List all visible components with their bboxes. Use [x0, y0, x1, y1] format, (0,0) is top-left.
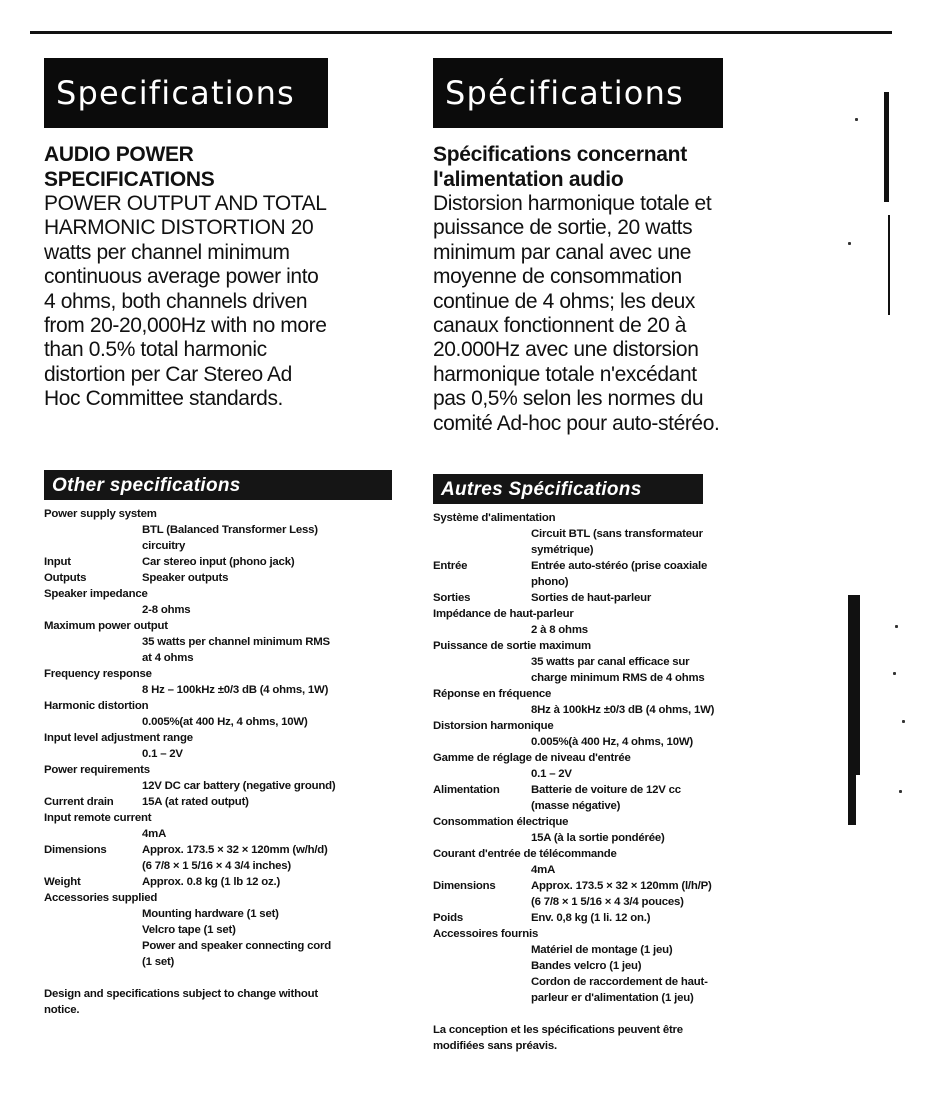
- spec-label: Accessoires fournis: [433, 928, 539, 941]
- spec-label: Courant d'entrée de télécommande: [433, 848, 617, 861]
- spec-label: Input: [44, 555, 71, 568]
- change-notice-fr: La conception et les spécifications peuvent être modifiées sans préavis.: [433, 1024, 683, 1053]
- spec-value: Circuit BTL (sans transformateur symétrique): [531, 528, 703, 557]
- spec-row: [44, 602, 439, 618]
- spec-value: Entrée auto-stéréo (prise coaxiale phono): [531, 560, 708, 589]
- margin-mark: [888, 215, 890, 315]
- change-notice-en: Design and specifications subject to change without notice.: [44, 987, 318, 1016]
- spec-label: Input remote current: [44, 811, 152, 824]
- spec-value: (6 7/8 × 1 5/16 × 4 3/4 pouces): [531, 896, 684, 909]
- spec-row: [433, 894, 828, 910]
- spec-value: BTL (Balanced Transformer Less) circuitry: [142, 523, 318, 552]
- spec-label: Power requirements: [44, 763, 150, 776]
- spec-row: [433, 526, 828, 558]
- spec-label: Outputs: [44, 571, 87, 584]
- margin-dot: [895, 625, 898, 628]
- spec-row: [433, 622, 828, 638]
- spec-value: 0.005%(at 400 Hz, 4 ohms, 10W): [142, 715, 308, 728]
- spec-label: Frequency response: [44, 667, 152, 680]
- spec-row: [44, 682, 439, 698]
- spec-row: [433, 814, 828, 830]
- spec-row: [433, 702, 828, 718]
- spec-label: Consommation électrique: [433, 816, 569, 829]
- spec-value: 35 watts per channel minimum RMS at 4 ohms: [142, 635, 330, 664]
- spec-list-en: [44, 506, 439, 970]
- spec-label: Dimensions: [44, 843, 107, 856]
- margin-mark: [884, 92, 889, 202]
- audio-power-title-fr: Spécifications concernant l'alimentation audio: [433, 143, 687, 191]
- spec-label: Alimentation: [433, 784, 500, 797]
- french-column: [433, 58, 828, 1054]
- other-specifications-banner-en: Other specifications: [44, 470, 392, 500]
- spec-row: [44, 522, 439, 554]
- spec-row: [433, 590, 828, 606]
- spec-value: 0.005%(à 400 Hz, 4 ohms, 10W): [531, 736, 693, 749]
- margin-mark: [848, 775, 856, 825]
- spec-row: [44, 714, 439, 730]
- spec-value: Batterie de voiture de 12V cc (masse négative): [531, 784, 681, 813]
- spec-row: [433, 686, 828, 702]
- spec-row: [44, 810, 439, 826]
- spec-value: 2-8 ohms: [142, 603, 191, 616]
- spec-value: Env. 0,8 kg (1 li. 12 on.): [531, 912, 651, 925]
- spec-row: [44, 506, 439, 522]
- spec-label: Maximum power output: [44, 619, 168, 632]
- spec-value: Approx. 173.5 × 32 × 120mm (w/h/d): [142, 843, 328, 856]
- margin-dot: [893, 672, 896, 675]
- spec-row: [433, 638, 828, 654]
- spec-value: Sorties de haut-parleur: [531, 592, 652, 605]
- spec-row: [433, 766, 828, 782]
- spec-row: [44, 554, 439, 570]
- spec-row: [433, 830, 828, 846]
- spec-row: [433, 606, 828, 622]
- spec-value: Speaker outputs: [142, 571, 229, 584]
- spec-list-fr: [433, 510, 828, 1006]
- spec-row: [433, 750, 828, 766]
- spec-label: Accessories supplied: [44, 891, 158, 904]
- margin-dot: [902, 720, 905, 723]
- spec-row: [433, 718, 828, 734]
- spec-label: Weight: [44, 875, 81, 888]
- spec-row: [44, 746, 439, 762]
- margin-dot: [855, 118, 858, 121]
- margin-dot: [899, 790, 902, 793]
- spec-value: 8Hz à 100kHz ±0/3 dB (4 ohms, 1W): [531, 704, 715, 717]
- spec-row: [433, 862, 828, 878]
- spec-label: Impédance de haut-parleur: [433, 608, 574, 621]
- spec-label: Gamme de réglage de niveau d'entrée: [433, 752, 631, 765]
- spec-value: 0.1 – 2V: [142, 747, 183, 760]
- spec-row: [433, 558, 828, 590]
- spec-value: 4mA: [531, 864, 556, 877]
- spec-label: Harmonic distortion: [44, 699, 149, 712]
- spec-row: [44, 586, 439, 602]
- spec-value: 2 à 8 ohms: [531, 624, 588, 637]
- spec-value: Mounting hardware (1 set) Velcro tape (1 set) Power and speaker connecting cord (1 set): [142, 907, 331, 968]
- spec-row: [44, 778, 439, 794]
- specifications-banner-en: Specifications: [44, 58, 328, 128]
- spec-row: [433, 846, 828, 862]
- spec-row: [433, 926, 828, 942]
- spec-value: Approx. 173.5 × 32 × 120mm (l/h/P): [531, 880, 712, 893]
- spec-row: [44, 794, 439, 810]
- spec-row: [44, 618, 439, 634]
- spec-value: 15A (at rated output): [142, 795, 249, 808]
- spec-value: Matériel de montage (1 jeu) Bandes velcro (1 jeu) Cordon de raccordement de haut- parleur er d'alimentation (1 jeu): [531, 944, 708, 1005]
- spec-value: 4mA: [142, 827, 167, 840]
- spec-value: 0.1 – 2V: [531, 768, 572, 781]
- spec-label: Current drain: [44, 795, 114, 808]
- spec-label: Power supply system: [44, 507, 157, 520]
- spec-row: [44, 858, 439, 874]
- specifications-banner-fr: Spécifications: [433, 58, 723, 128]
- spec-row: [433, 510, 828, 526]
- spec-row: [44, 874, 439, 890]
- spec-label: Speaker impedance: [44, 587, 148, 600]
- spec-row: [44, 634, 439, 666]
- spec-row: [433, 942, 828, 1006]
- spec-value: 12V DC car battery (negative ground): [142, 779, 336, 792]
- spec-label: Poids: [433, 912, 464, 925]
- spec-value: 8 Hz – 100kHz ±0/3 dB (4 ohms, 1W): [142, 683, 329, 696]
- spec-label: Réponse en fréquence: [433, 688, 552, 701]
- spec-label: Entrée: [433, 560, 468, 573]
- spec-row: [44, 842, 439, 858]
- english-column: [44, 58, 439, 1018]
- spec-row: [433, 734, 828, 750]
- spec-row: [433, 782, 828, 814]
- spec-row: [44, 762, 439, 778]
- spec-value: Approx. 0.8 kg (1 lb 12 oz.): [142, 875, 281, 888]
- audio-power-text-fr: Distorsion harmonique totale et puissance de sortie, 20 watts minimum par canal avec une moyenne de consommation continue de 4 ohms; les deux canaux fonctionnent de 20 à 20.000Hz avec une distorsion harmonique totale n'excédant pas 0,5% selon les normes du comité Ad-hoc pour auto-stéréo.: [433, 192, 720, 435]
- margin-dot: [848, 242, 851, 245]
- spec-row: [433, 878, 828, 894]
- spec-value: 35 watts par canal efficace sur charge minimum RMS de 4 ohms: [531, 656, 705, 685]
- margin-mark: [848, 595, 860, 775]
- top-rule: [30, 31, 892, 34]
- spec-row: [44, 906, 439, 970]
- spec-value: (6 7/8 × 1 5/16 × 4 3/4 inches): [142, 859, 291, 872]
- spec-label: Distorsion harmonique: [433, 720, 554, 733]
- spec-label: Input level adjustment range: [44, 731, 193, 744]
- spec-row: [44, 698, 439, 714]
- other-specifications-banner-fr: Autres Spécifications: [433, 474, 703, 504]
- audio-power-title-en: AUDIO POWER SPECIFICATIONS: [44, 143, 215, 191]
- spec-row: [44, 730, 439, 746]
- spec-row: [44, 570, 439, 586]
- spec-label: Dimensions: [433, 880, 496, 893]
- spec-value: 15A (à la sortie pondérée): [531, 832, 665, 845]
- audio-power-text-en: POWER OUTPUT AND TOTAL HARMONIC DISTORTION 20 watts per channel minimum continuous average power into 4 ohms, both channels driven from 20-20,000Hz with no more than 0.5% total harmonic distortion per Car Stereo Ad Hoc Committee standards.: [44, 192, 327, 411]
- spec-row: [433, 910, 828, 926]
- spec-row: [44, 666, 439, 682]
- spec-value: Car stereo input (phono jack): [142, 555, 295, 568]
- spec-label: Puissance de sortie maximum: [433, 640, 591, 653]
- spec-label: Système d'alimentation: [433, 512, 556, 525]
- spec-row: [44, 826, 439, 842]
- spec-label: Sorties: [433, 592, 471, 605]
- spec-row: [44, 890, 439, 906]
- spec-row: [433, 654, 828, 686]
